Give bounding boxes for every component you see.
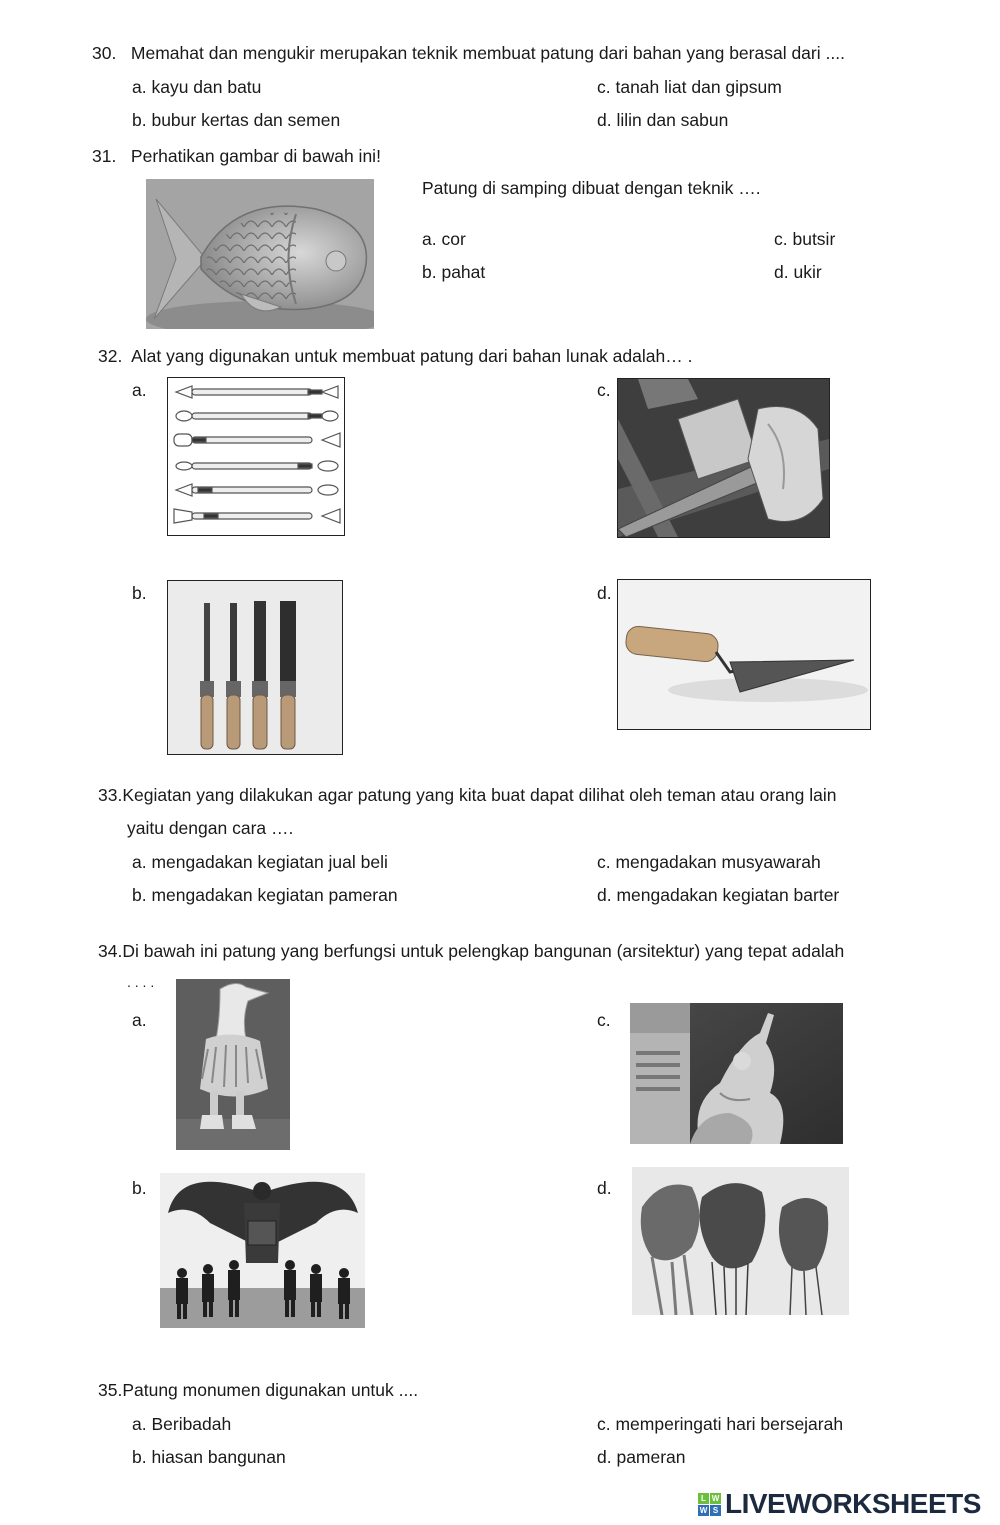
question-text-continued: yaitu dengan cara …. <box>127 818 294 838</box>
fish-sculpture-image <box>146 179 374 329</box>
option-b[interactable]: b. hiasan bangunan <box>132 1447 286 1467</box>
option-a[interactable]: a. mengadakan kegiatan jual beli <box>132 852 388 872</box>
garuda-monument-image[interactable] <box>160 1173 365 1328</box>
question-31 <box>92 146 381 167</box>
question-number: 35. <box>98 1380 123 1400</box>
option-d[interactable]: d. mengadakan kegiatan barter <box>597 885 840 905</box>
question-number: 30. <box>92 43 117 63</box>
question-text: Patung monumen digunakan untuk .... <box>122 1380 419 1400</box>
question-text: Memahat dan mengukir merupakan teknik membuat patung dari bahan yang berasal dari .... <box>130 43 845 63</box>
option-a[interactable]: a. Beribadah <box>132 1414 232 1434</box>
question-number: 34. <box>98 941 123 961</box>
option-b[interactable]: b. <box>132 583 147 603</box>
question-text-continued: . . . . <box>127 974 155 990</box>
option-c[interactable]: c. <box>597 1010 611 1030</box>
question-33 <box>98 785 836 806</box>
question-text: Di bawah ini patung yang berfungsi untuk pelengkap bangunan (arsitektur) yang tepat adalah <box>122 941 845 961</box>
option-d[interactable]: d. lilin dan sabun <box>597 110 729 130</box>
option-b[interactable]: b. mengadakan kegiatan pameran <box>132 885 398 905</box>
option-c[interactable]: c. memperingati hari bersejarah <box>597 1414 844 1434</box>
chisels-image[interactable] <box>167 580 343 755</box>
question-32 <box>98 346 692 367</box>
liveworksheets-icon: L W W S <box>699 1493 720 1515</box>
question-30 <box>92 43 845 64</box>
option-b[interactable]: b. bubur kertas dan semen <box>132 110 341 130</box>
question-text: Kegiatan yang dilakukan agar patung yang kita buat dapat dilihat oleh teman atau orang lain <box>122 785 837 805</box>
option-a[interactable]: a. kayu dan batu <box>132 77 262 97</box>
question-text: Alat yang digunakan untuk membuat patung dari bahan lunak adalah… . <box>131 346 693 366</box>
question-number: 33. <box>98 785 123 805</box>
question-text: Perhatikan gambar di bawah ini! <box>130 146 381 166</box>
logo-text: LIVEWORKSHEETS <box>725 1488 981 1519</box>
question-35 <box>98 1380 418 1401</box>
question-prompt: Patung di samping dibuat dengan teknik …. <box>422 178 761 198</box>
architectural-relief-image[interactable] <box>630 1003 843 1144</box>
duck-sculpture-image[interactable] <box>176 979 290 1150</box>
option-a[interactable]: a. cor <box>422 229 466 249</box>
option-d[interactable]: d. <box>597 583 612 603</box>
clay-loop-tools-image[interactable] <box>167 377 345 536</box>
option-c[interactable]: c. <box>597 380 611 400</box>
option-b[interactable]: b. <box>132 1178 147 1198</box>
option-c[interactable]: c. butsir <box>774 229 836 249</box>
option-b[interactable]: b. pahat <box>422 262 486 282</box>
wooden-mallet-image[interactable] <box>617 378 830 538</box>
question-number: 32. <box>98 346 123 366</box>
option-a[interactable]: a. <box>132 380 147 400</box>
question-number: 31. <box>92 146 117 166</box>
wire-head-sculptures-image[interactable] <box>632 1167 849 1315</box>
option-d[interactable]: d. ukir <box>774 262 822 282</box>
liveworksheets-logo <box>698 1489 981 1519</box>
option-c[interactable]: c. tanah liat dan gipsum <box>597 77 782 97</box>
option-c[interactable]: c. mengadakan musyawarah <box>597 852 821 872</box>
option-d[interactable]: d. <box>597 1178 612 1198</box>
option-a[interactable]: a. <box>132 1010 147 1030</box>
trowel-image[interactable] <box>617 579 871 730</box>
question-34 <box>98 941 844 962</box>
option-d[interactable]: d. pameran <box>597 1447 686 1467</box>
